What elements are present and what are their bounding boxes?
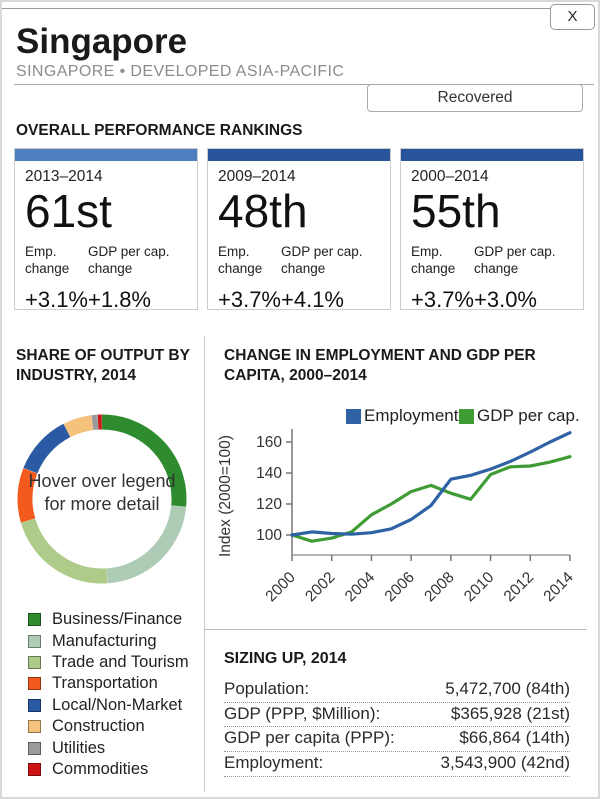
legend-swatch (28, 635, 41, 648)
legend-swatch (28, 656, 41, 669)
sizing-row-label: Population: (224, 679, 310, 698)
rankings-heading: OVERALL PERFORMANCE RANKINGS (16, 122, 303, 139)
sizing-row-value: $365,928 (21st) (450, 703, 570, 723)
donut-slice-local-non-market[interactable] (30, 430, 66, 470)
legend-swatch (28, 677, 41, 690)
sizing-row-label: GDP (PPP, $Million): (224, 703, 381, 723)
gdp-change-value: +1.8% (88, 287, 151, 313)
sizing-row-value: $66,864 (14th) (459, 728, 570, 748)
x-tick-label: 2004 (341, 568, 379, 606)
legend-item-transportation[interactable] (28, 673, 189, 694)
legend-label: Local/Non-Market (52, 695, 183, 714)
ranking-period: 2009–2014 (218, 168, 296, 185)
line-chart-heading: CHANGE IN EMPLOYMENT AND GDP PER CAPITA, 2000–2014 (224, 347, 536, 385)
ranking-card-2013-2014 (14, 148, 198, 313)
ranking-card-topbar (208, 149, 390, 161)
x-tick-label: 2012 (500, 568, 538, 606)
x-tick-label: 2008 (421, 568, 458, 606)
legend-label: Trade and Tourism (52, 652, 189, 671)
legend-swatch (28, 742, 41, 755)
legend-item-commodities[interactable] (28, 759, 189, 780)
sizing-row (224, 727, 570, 752)
gdp-legend-label: GDP per cap. (477, 406, 580, 425)
sizing-row-value: 5,472,700 (84th) (445, 679, 570, 698)
ranking-value: 55th (411, 185, 501, 237)
gdp-change-label: GDP per cap. change (281, 244, 363, 277)
legend-label: Utilities (52, 738, 106, 757)
x-tick-label: 2014 (540, 568, 577, 606)
gdp-change-value: +4.1% (281, 287, 344, 313)
donut-slice-trade-and-tourism[interactable] (28, 521, 107, 576)
legend-item-utilities[interactable] (28, 737, 189, 758)
y-tick-label: 100 (256, 527, 282, 544)
legend-item-employment[interactable] (346, 406, 458, 426)
sizing-table (224, 678, 570, 777)
donut-hover-hint: Hover over legend for more detail (28, 471, 176, 515)
x-tick-label: 2002 (302, 568, 339, 606)
legend-item-local-non-market[interactable] (28, 695, 189, 716)
close-button[interactable]: X (550, 4, 595, 30)
emp-change-label: Emp. change (25, 244, 70, 277)
y-axis-label: Index (2000=100) (217, 435, 234, 557)
employment-gdp-line-chart (214, 425, 592, 625)
donut-slice-construction[interactable] (67, 423, 92, 431)
gdp-per-cap--line (292, 457, 570, 542)
employment-swatch (346, 409, 361, 424)
ranking-value: 61st (25, 185, 112, 237)
ranking-card-topbar (401, 149, 583, 161)
gdp-change-label: GDP per cap. change (88, 244, 170, 277)
emp-change-value: +3.7% (218, 287, 281, 313)
emp-change-value: +3.7% (411, 287, 474, 313)
legend-swatch (28, 699, 41, 712)
legend-item-manufacturing[interactable] (28, 630, 189, 651)
page-title: Singapore (16, 22, 188, 61)
column-divider (204, 336, 205, 792)
legend-item-construction[interactable] (28, 716, 189, 737)
sizing-row-label: Employment: (224, 753, 324, 773)
y-tick-label: 120 (256, 496, 282, 513)
gdp-swatch (459, 409, 474, 424)
sizing-row (224, 703, 570, 728)
sizing-row-label: GDP per capita (PPP): (224, 728, 395, 748)
y-tick-label: 140 (256, 465, 282, 482)
x-tick-label: 2006 (381, 568, 418, 606)
legend-item-gdp-per-cap[interactable] (459, 406, 580, 426)
x-tick-label: 2000 (262, 568, 299, 606)
sizing-divider (204, 629, 587, 630)
top-divider (2, 8, 555, 9)
legend-label: Manufacturing (52, 631, 157, 650)
legend-label: Commodities (52, 759, 149, 778)
y-tick-label: 160 (256, 434, 282, 451)
ranking-value: 48th (218, 185, 308, 237)
ranking-card-topbar (15, 149, 197, 161)
legend-label: Construction (52, 717, 145, 736)
gdp-change-value: +3.0% (474, 287, 537, 313)
ranking-period: 2013–2014 (25, 168, 103, 185)
emp-change-label: Emp. change (218, 244, 263, 277)
x-tick-label: 2010 (460, 568, 498, 606)
page-subtitle: SINGAPORE • DEVELOPED ASIA-PACIFIC (16, 63, 345, 80)
sizing-row (224, 678, 570, 703)
legend-label: Business/Finance (52, 610, 183, 629)
sizing-row (224, 752, 570, 777)
industry-chart-heading: SHARE OF OUTPUT BY INDUSTRY, 2014 (16, 347, 190, 385)
legend-item-business-finance[interactable] (28, 609, 189, 630)
sizing-row-value: 3,543,900 (42nd) (440, 753, 570, 773)
recovered-status-button[interactable]: Recovered (367, 84, 583, 112)
legend-label: Transportation (52, 674, 158, 693)
industry-legend (28, 609, 189, 780)
emp-change-value: +3.1% (25, 287, 88, 313)
employment-legend-label: Employment (364, 406, 459, 425)
sizing-heading: SIZING UP, 2014 (224, 650, 347, 667)
legend-swatch (28, 613, 41, 626)
ranking-card-2000-2014 (400, 148, 584, 313)
gdp-change-label: GDP per cap. change (474, 244, 556, 277)
legend-swatch (28, 763, 41, 776)
ranking-period: 2000–2014 (411, 168, 489, 185)
legend-swatch (28, 720, 41, 733)
legend-item-trade-and-tourism[interactable] (28, 652, 189, 673)
ranking-card-2009-2014 (207, 148, 391, 313)
emp-change-label: Emp. change (411, 244, 456, 277)
